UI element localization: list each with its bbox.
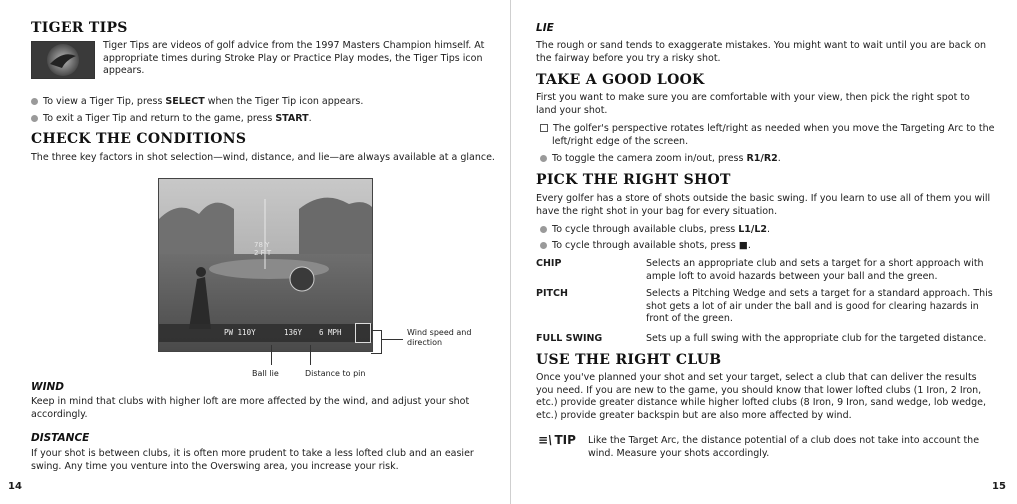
shot-name: FULL SWING <box>536 333 603 344</box>
good-look-bullet-perspective: The golfer's perspective rotates left/right as needed when you move the Targeting Arc to the left/right edge of the screen. <box>540 123 1002 148</box>
right-shot-bullet-clubs: To cycle through available clubs, press L1/L2. <box>540 224 990 237</box>
right-shot-heading: PICK THE RIGHT SHOT <box>536 172 731 188</box>
lie-heading: LIE <box>536 22 554 34</box>
right-shot-body: Every golfer has a store of shots outside the basic swing. If you learn to use all of them you will have the right shot in your bag for every situation. <box>536 193 991 217</box>
hud-pin-distance: 136Y <box>284 328 303 337</box>
bullet-dot-icon <box>31 115 38 122</box>
lie-body: The rough or sand tends to exaggerate mistakes. You might want to wait until you are back on the fairway before you try a risky shot. <box>536 40 987 64</box>
shot-name: PITCH <box>536 288 568 299</box>
right-club-heading: USE THE RIGHT CLUB <box>536 352 722 368</box>
page-gutter <box>510 0 511 504</box>
callout-line-distance <box>310 345 311 365</box>
tiger-tip-icon <box>31 41 95 79</box>
shot-description: Selects a Pitching Wedge and sets a target for a standard approach. This shot gets a lot of air under the ball and is good for clearing hazards in front of the green. <box>646 288 993 324</box>
shot-row <box>536 288 1006 328</box>
bullet-dot-icon <box>31 98 38 105</box>
callout-distance-to-pin: Distance to pin <box>305 369 366 378</box>
game-screenshot <box>158 178 373 352</box>
hud-wind-speed: 6 MPH <box>319 328 342 337</box>
shot-row <box>536 333 1006 347</box>
shot-description: Sets up a full swing with the appropriate club for the targeted distance. <box>646 333 987 344</box>
right-shot-bullet-shots: To cycle through available shots, press ■. <box>540 240 990 253</box>
tip-label: ≡\ TIP <box>538 433 576 447</box>
ea-logo-icon: ≡\ <box>538 433 553 447</box>
shot-row <box>536 258 1006 286</box>
good-look-heading: TAKE A GOOD LOOK <box>536 72 705 88</box>
callout-bracket-wind <box>371 330 382 354</box>
shot-description: Selects an appropriate club and sets a target for a short approach with ample loft to avoid hazards between your ball and the green. <box>646 258 984 282</box>
bullet-dot-icon <box>540 242 547 249</box>
callout-line-wind <box>381 339 403 340</box>
tiger-tips-heading: TIGER TIPS <box>31 20 128 36</box>
good-look-bullet-zoom: To toggle the camera zoom in/out, press R1/R2. <box>540 153 990 166</box>
callout-wind: Wind speed and direction <box>407 328 472 347</box>
tiger-tips-bullet-view: To view a Tiger Tip, press SELECT when the Tiger Tip icon appears. <box>31 96 501 109</box>
tiger-tips-bullet-exit: To exit a Tiger Tip and return to the game, press START. <box>31 113 501 126</box>
bullet-box-icon <box>540 124 548 132</box>
tiger-tips-body: Tiger Tips are videos of golf advice from the 1997 Masters Champion himself. At appropriate times during Stroke Play or Practice Play modes, the Tiger Tips icon appears. <box>103 40 485 76</box>
callout-ball-lie: Ball lie <box>252 369 279 378</box>
wind-body: Keep in mind that clubs with higher loft are more affected by the wind, and adjust your shot accordingly. <box>31 396 470 420</box>
wind-heading: WIND <box>31 381 64 393</box>
bullet-dot-icon <box>540 155 547 162</box>
hud-club: PW 110Y <box>224 328 256 337</box>
right-club-body: Once you've planned your shot and set your target, select a club that can deliver the results you need. If you are new to the game, you should know that lower lofted clubs (1 Iron, 2 Iron, etc.) provide greater distance while higher lofted clubs (8 Iron, 9 Iron, sand wedge, lob wedge, etc.) provide greater backspin but are also more affected by wind. <box>536 372 986 421</box>
hud-wind-indicator <box>355 323 371 343</box>
page-number-right: 15 <box>992 481 1006 492</box>
bullet-dot-icon <box>540 226 547 233</box>
tip-body: Like the Target Arc, the distance potential of a club does not take into account the wind. Measure your shots accordingly. <box>588 435 980 459</box>
distance-body: If your shot is between clubs, it is often more prudent to take a less lofted club and an easier swing. Any time you venture into the Overswing area, you increase your risk. <box>31 448 474 472</box>
check-conditions-heading: CHECK THE CONDITIONS <box>31 131 247 147</box>
page-number-left: 14 <box>8 481 22 492</box>
shot-name: CHIP <box>536 258 562 269</box>
distance-heading: DISTANCE <box>31 432 90 444</box>
hud-overlay-text: 78 Y 2 F T <box>254 241 272 257</box>
callout-line-lie <box>271 345 272 365</box>
check-conditions-body: The three key factors in shot selection—wind, distance, and lie—are always available at a glance. <box>31 152 495 163</box>
good-look-body: First you want to make sure you are comfortable with your view, then pick the right spot to land your shot. <box>536 92 970 116</box>
